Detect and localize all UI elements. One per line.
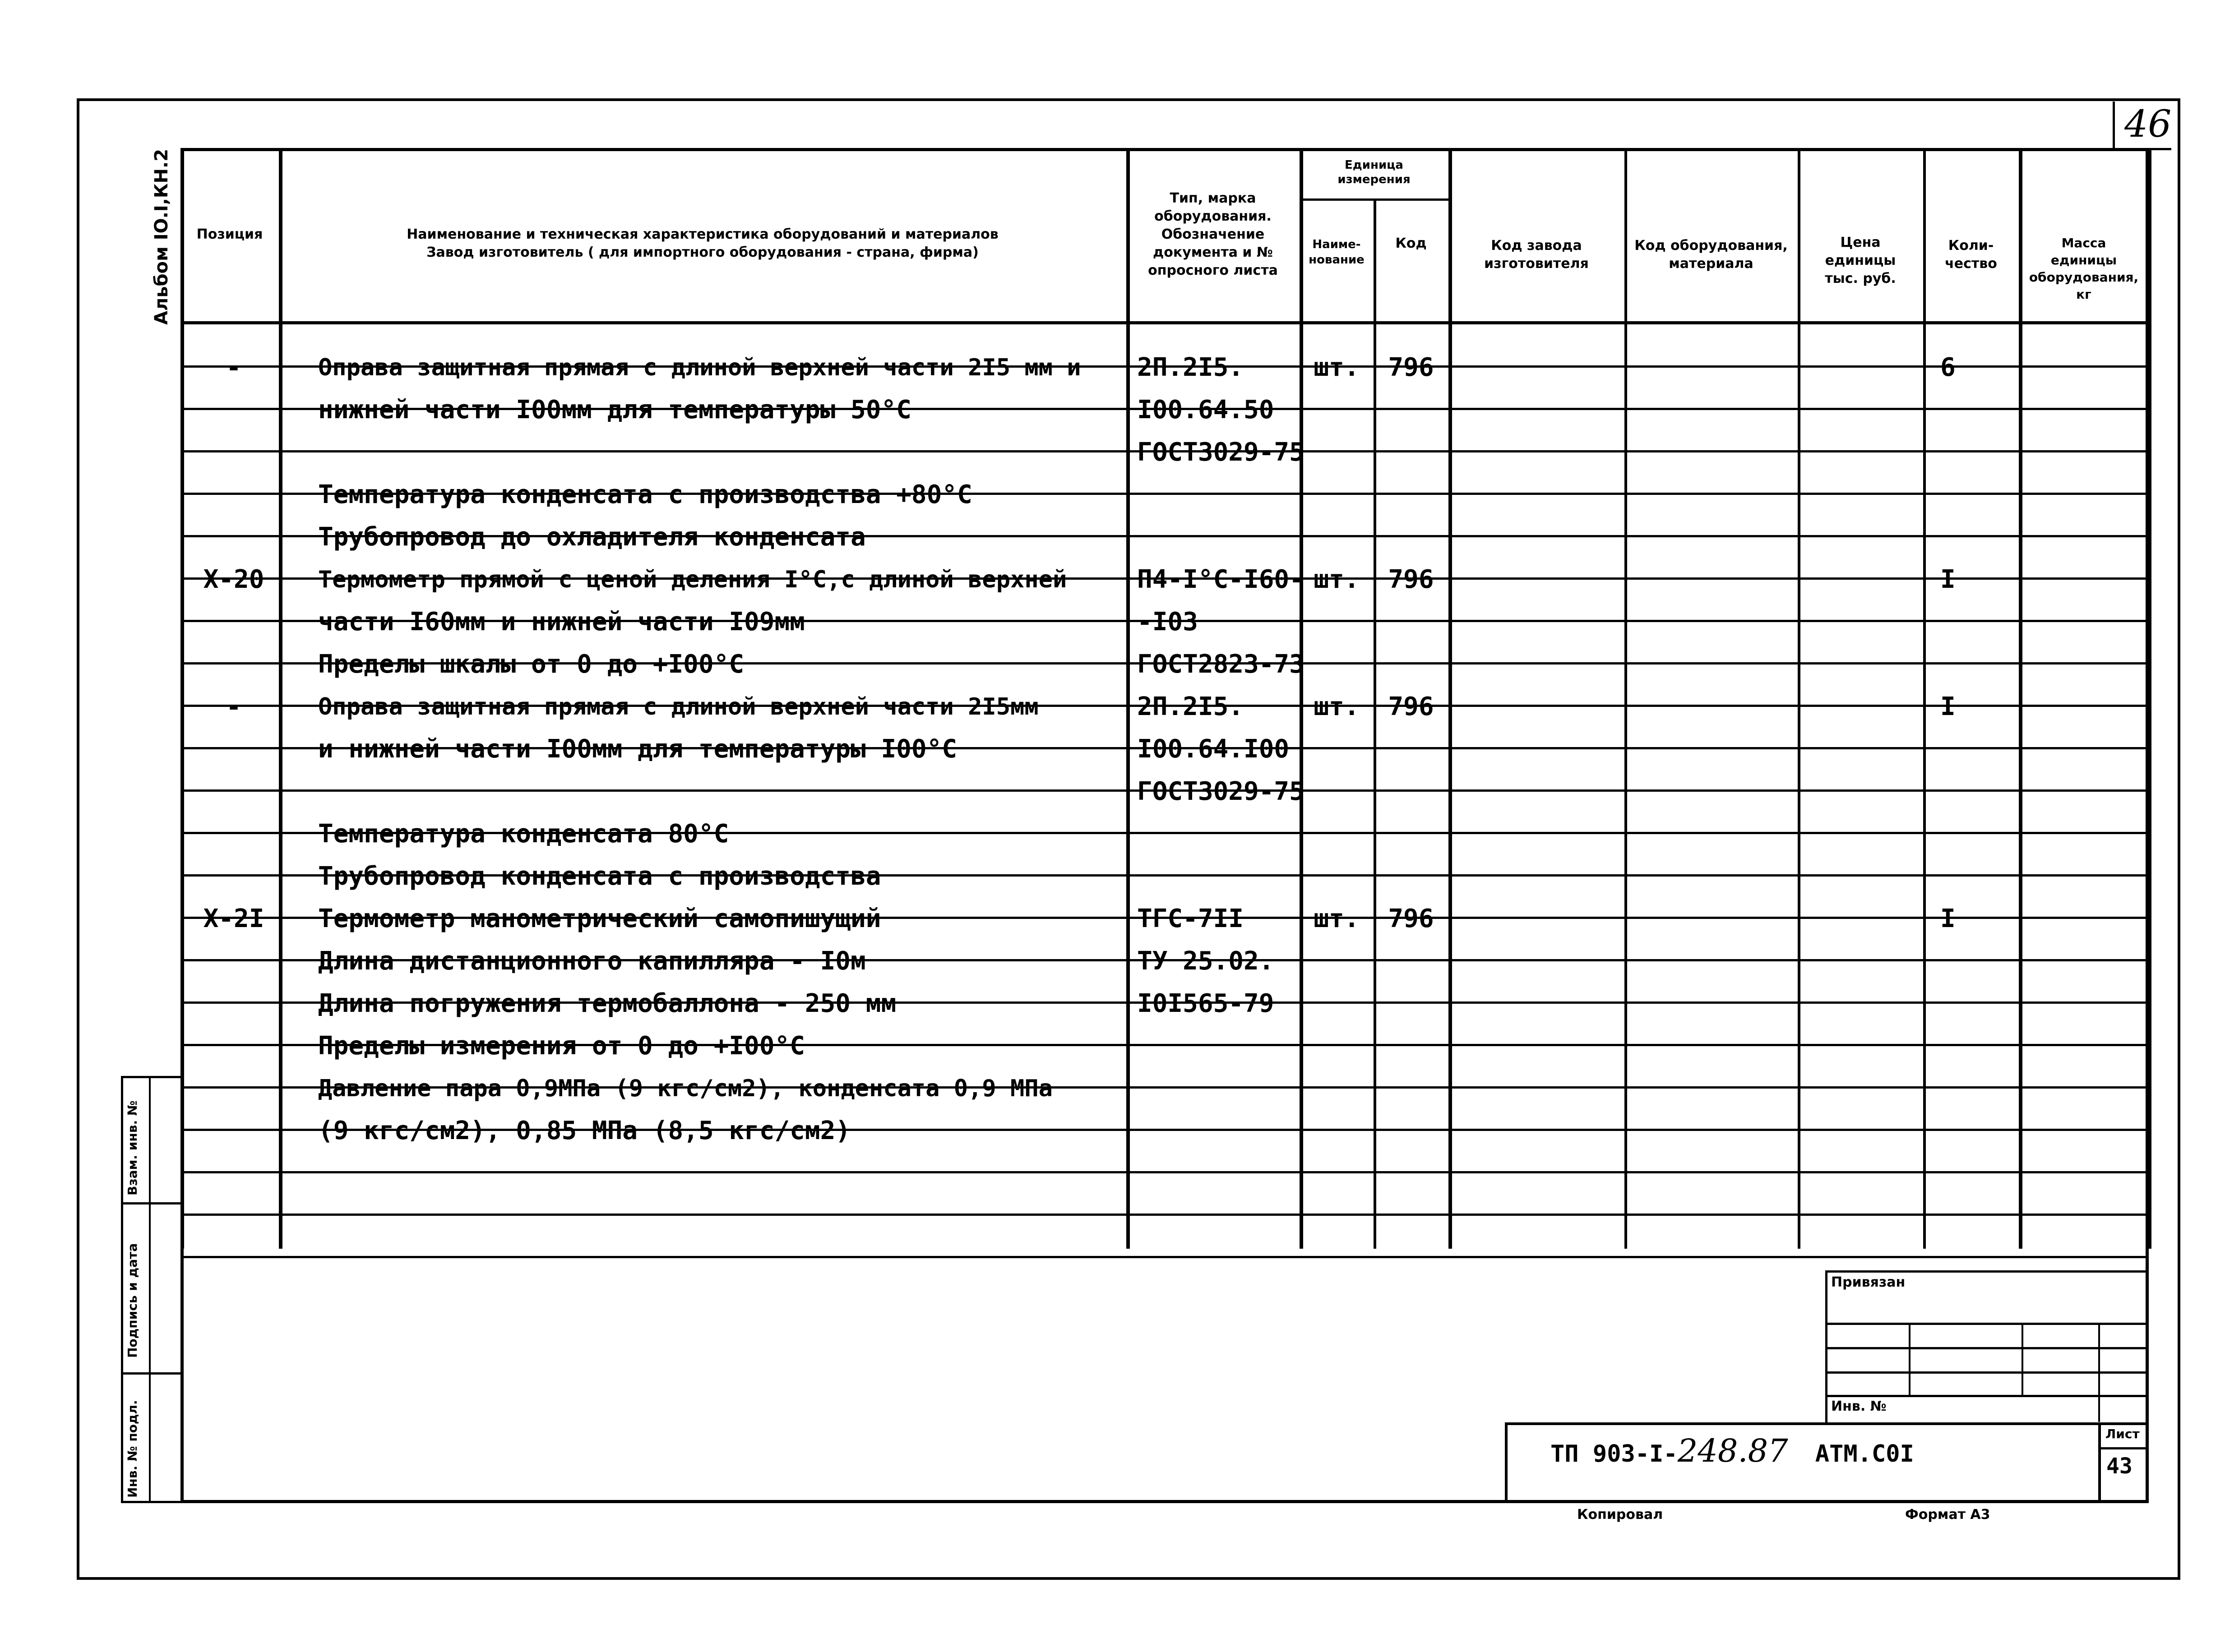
row-pos-cell: Х-20 bbox=[203, 565, 264, 594]
header-unit-name-l2: нование bbox=[1309, 253, 1365, 267]
row-type-cell bbox=[1137, 1111, 1295, 1153]
row-type-cell: -I03 bbox=[1137, 607, 1198, 637]
header-mass-l3: оборудования, bbox=[2029, 270, 2139, 285]
row-pos-cell: - bbox=[226, 692, 241, 721]
row-code-cell bbox=[1374, 644, 1448, 687]
row-code-cell bbox=[1374, 771, 1448, 814]
row-type-cell: I00.64.50 bbox=[1137, 395, 1274, 425]
row-unit-cell bbox=[1300, 983, 1374, 1026]
header-mass-l1: Масса bbox=[2061, 235, 2106, 250]
row-qty-cell bbox=[1940, 390, 2008, 432]
header-type-l2: оборудования. bbox=[1154, 208, 1272, 224]
doc-code-handwritten: 248.87 bbox=[1677, 1432, 1788, 1469]
row-unit-cell bbox=[1300, 941, 1374, 983]
row-pos-cell bbox=[189, 1026, 279, 1068]
row-pos-cell bbox=[189, 941, 279, 983]
side-stamp-divider bbox=[121, 1202, 183, 1204]
row-name-cell: Трубопровод до охладителя конденсата bbox=[318, 522, 866, 552]
row-pos-cell bbox=[189, 1068, 279, 1111]
list-divider bbox=[2098, 1447, 2149, 1449]
privyazan-line bbox=[1825, 1347, 2149, 1349]
format-label: Формат А3 bbox=[1905, 1507, 1990, 1523]
header-unit-group-l1: Единица bbox=[1345, 158, 1403, 172]
row-qty-cell bbox=[1940, 983, 2008, 1026]
list-label: Лист bbox=[2105, 1426, 2140, 1441]
row-type-cell bbox=[1137, 814, 1295, 856]
row-code-cell bbox=[1374, 475, 1448, 517]
row-unit-cell bbox=[1300, 1111, 1374, 1153]
row-unit-cell bbox=[1300, 644, 1374, 687]
list-col bbox=[2098, 1422, 2101, 1503]
row-code-cell: 796 bbox=[1388, 904, 1434, 933]
row-qty-cell bbox=[1940, 814, 2008, 856]
privyazan-label: Привязан bbox=[1831, 1274, 1906, 1290]
row-pos-cell bbox=[189, 475, 279, 517]
row-qty-cell bbox=[1940, 771, 2008, 814]
row-code-cell bbox=[1374, 602, 1448, 644]
row-qty-cell bbox=[1940, 1068, 2008, 1111]
row-name-cell: Давление пара 0,9МПа (9 кгс/см2), конденсата 0,9 МПа bbox=[318, 1075, 1053, 1102]
row-code-cell bbox=[1374, 983, 1448, 1026]
row-line bbox=[180, 1256, 2149, 1258]
header-price-l2: единицы bbox=[1825, 253, 1896, 268]
side-stamp-vzam: Взам. инв. № bbox=[125, 1100, 140, 1195]
row-unit-cell bbox=[1300, 1026, 1374, 1068]
row-code-cell bbox=[1374, 729, 1448, 771]
album-label: Альбом IO.I,КН.2 bbox=[151, 148, 172, 325]
header-unit-group bbox=[1300, 158, 1448, 187]
row-name-cell: Оправа защитная прямая с длиной верхней части 2I5 мм и bbox=[318, 354, 1081, 381]
header-unit-name bbox=[1300, 237, 1374, 268]
col-line bbox=[1624, 148, 1627, 1249]
row-qty-cell: I bbox=[1940, 565, 1956, 594]
header-plant-code-l1: Код завода bbox=[1491, 238, 1582, 254]
header-name bbox=[279, 226, 1126, 262]
col-line bbox=[2149, 148, 2151, 1249]
row-qty-cell bbox=[1940, 1111, 2008, 1153]
header-equip-code bbox=[1624, 237, 1798, 273]
row-qty-cell bbox=[1940, 644, 2008, 687]
header-mass-l2: единицы bbox=[2050, 253, 2117, 268]
privyazan-col bbox=[2098, 1323, 2100, 1422]
row-unit-cell: шт. bbox=[1314, 353, 1360, 382]
col-line bbox=[279, 148, 282, 1249]
row-unit-cell bbox=[1300, 517, 1374, 559]
row-qty-cell bbox=[1940, 856, 2008, 899]
inv-no-label: Инв. № bbox=[1831, 1398, 1887, 1414]
row-pos-cell bbox=[189, 814, 279, 856]
row-name-cell: (9 кгс/см2), 0,85 МПа (8,5 кгс/см2) bbox=[318, 1116, 851, 1145]
privyazan-col bbox=[1909, 1323, 1911, 1395]
row-name-cell: Длина дистанционного капилляра - I0м bbox=[318, 946, 866, 976]
header-unit-code: Код bbox=[1395, 235, 1427, 251]
row-qty-cell: I bbox=[1940, 904, 1956, 933]
row-name-cell: и нижней части I00мм для температуры I00°С bbox=[318, 734, 958, 764]
row-name-cell: Пределы шкалы от 0 до +I00°С bbox=[318, 650, 745, 679]
row-qty-cell bbox=[1940, 517, 2008, 559]
row-code-cell bbox=[1374, 390, 1448, 432]
row-pos-cell bbox=[189, 771, 279, 814]
header-type-l5: опросного листа bbox=[1148, 263, 1278, 278]
row-type-cell bbox=[1137, 1026, 1295, 1068]
col-line bbox=[1798, 148, 1800, 1249]
header-qty bbox=[1923, 237, 2019, 273]
col-line bbox=[1448, 148, 1452, 1249]
row-unit-cell: шт. bbox=[1314, 904, 1360, 933]
row-unit-cell bbox=[1300, 771, 1374, 814]
row-type-cell bbox=[1137, 1068, 1295, 1111]
row-code-cell bbox=[1374, 1026, 1448, 1068]
row-qty-cell bbox=[1940, 941, 2008, 983]
row-code-cell: 796 bbox=[1388, 353, 1434, 382]
row-type-cell: 2П.2I5. bbox=[1137, 692, 1244, 721]
row-name-cell bbox=[318, 432, 1121, 475]
col-line bbox=[1923, 148, 1926, 1249]
header-type-l4: документа и № bbox=[1153, 245, 1273, 260]
row-code-cell bbox=[1374, 517, 1448, 559]
row-type-cell bbox=[1137, 517, 1295, 559]
header-mass-l4: кг bbox=[2076, 287, 2091, 302]
row-name-cell: Термометр прямой с ценой деления I°С,с длиной верхней bbox=[318, 566, 1067, 593]
row-qty-cell bbox=[1940, 602, 2008, 644]
row-pos-cell bbox=[189, 729, 279, 771]
header-price bbox=[1798, 234, 1923, 288]
row-pos-cell bbox=[189, 644, 279, 687]
row-unit-cell bbox=[1300, 814, 1374, 856]
privyazan-col bbox=[2022, 1323, 2023, 1395]
row-type-cell: 2П.2I5. bbox=[1137, 353, 1244, 382]
col-line bbox=[1126, 148, 1130, 1249]
row-pos-cell bbox=[189, 432, 279, 475]
row-line bbox=[180, 1171, 2149, 1173]
header-type bbox=[1126, 189, 1300, 280]
row-code-cell: 796 bbox=[1388, 692, 1434, 721]
row-unit-cell: шт. bbox=[1314, 692, 1360, 721]
row-name-cell: нижней части I00мм для температуры 50°С bbox=[318, 395, 911, 425]
row-pos-cell bbox=[189, 602, 279, 644]
row-type-cell: ГОСТ2823-73 bbox=[1137, 650, 1305, 679]
header-unit-name-l1: Наиме- bbox=[1312, 238, 1361, 251]
row-unit-cell bbox=[1300, 390, 1374, 432]
side-stamp-podpis: Подпись и дата bbox=[125, 1243, 140, 1358]
side-stamp-col bbox=[149, 1076, 151, 1503]
row-type-cell bbox=[1137, 856, 1295, 899]
header-qty-l2: чество bbox=[1945, 256, 1997, 272]
row-qty-cell: I bbox=[1940, 692, 1956, 721]
header-plant-code-l2: изготовителя bbox=[1484, 256, 1589, 272]
row-qty-cell bbox=[1940, 432, 2008, 475]
row-pos-cell: Х-2I bbox=[203, 904, 264, 933]
list-number: 43 bbox=[2106, 1454, 2133, 1479]
doc-code bbox=[1550, 1432, 1914, 1469]
privyazan-line bbox=[1825, 1395, 2149, 1397]
row-qty-cell bbox=[1940, 729, 2008, 771]
row-pos-cell bbox=[189, 390, 279, 432]
row-unit-cell bbox=[1300, 602, 1374, 644]
table-header-bottom bbox=[180, 321, 2149, 324]
row-code-cell bbox=[1374, 1068, 1448, 1111]
header-price-l3: тыс. руб. bbox=[1825, 271, 1896, 286]
row-code-cell: 796 bbox=[1388, 565, 1434, 594]
header-name-line2: Завод изготовитель ( для импортного оборудования - страна, фирма) bbox=[426, 245, 979, 260]
row-qty-cell bbox=[1940, 475, 2008, 517]
row-qty-cell bbox=[1940, 1026, 2008, 1068]
header-qty-l1: Коли- bbox=[1948, 238, 1994, 254]
row-code-cell bbox=[1374, 432, 1448, 475]
header-equip-code-l2: материала bbox=[1669, 256, 1753, 272]
row-code-cell bbox=[1374, 856, 1448, 899]
sheet-number-handwritten: 46 bbox=[2124, 103, 2172, 146]
row-unit-cell bbox=[1300, 432, 1374, 475]
row-name-cell bbox=[318, 771, 1121, 814]
row-unit-cell bbox=[1300, 1068, 1374, 1111]
row-type-cell: П4-I°С-I60- bbox=[1137, 565, 1305, 594]
row-line bbox=[180, 1214, 2149, 1216]
row-code-cell bbox=[1374, 941, 1448, 983]
row-pos-cell bbox=[189, 517, 279, 559]
row-type-cell: ТГС-7II bbox=[1137, 904, 1244, 933]
header-name-line1: Наименование и техническая характеристика оборудований и материалов bbox=[407, 226, 999, 242]
side-stamp-inv-podl: Инв. № подл. bbox=[125, 1400, 140, 1498]
header-mass bbox=[2019, 235, 2149, 303]
row-type-cell: I0I565-79 bbox=[1137, 989, 1274, 1018]
header-unit-group-l2: измерения bbox=[1337, 173, 1411, 186]
header-position: Позиция bbox=[196, 226, 263, 242]
side-stamp-divider bbox=[121, 1372, 183, 1375]
row-code-cell bbox=[1374, 814, 1448, 856]
privyazan-line bbox=[1825, 1371, 2149, 1374]
header-equip-code-l1: Код оборудования, bbox=[1634, 238, 1788, 254]
row-type-cell: ТУ 25.02. bbox=[1137, 946, 1274, 976]
row-unit-cell bbox=[1300, 475, 1374, 517]
row-name-cell: Пределы измерения от 0 до +I00°С bbox=[318, 1031, 805, 1061]
row-pos-cell bbox=[189, 856, 279, 899]
row-type-cell: ГОСТ3029-75 bbox=[1137, 777, 1305, 806]
privyazan-line bbox=[1825, 1323, 2149, 1325]
row-pos-cell bbox=[189, 983, 279, 1026]
row-type-cell: ГОСТ3029-75 bbox=[1137, 438, 1305, 467]
header-plant-code bbox=[1448, 237, 1624, 273]
doc-code-prefix: ТП 903-I- bbox=[1550, 1440, 1678, 1467]
row-unit-cell bbox=[1300, 729, 1374, 771]
row-name-cell: Температура конденсата 80°С bbox=[318, 819, 729, 849]
row-qty-cell: 6 bbox=[1940, 353, 1956, 382]
row-name-cell: Оправа защитная прямая с длиной верхней части 2I5мм bbox=[318, 693, 1039, 720]
row-name-cell: Термометр манометрический самопишущий bbox=[318, 904, 881, 933]
row-name-cell: Трубопровод конденсата с производства bbox=[318, 862, 881, 891]
doc-code-suffix: АТМ.С0I bbox=[1815, 1440, 1914, 1467]
header-type-l1: Тип, марка bbox=[1170, 190, 1256, 206]
row-pos-cell bbox=[189, 1111, 279, 1153]
col-line bbox=[2019, 148, 2022, 1249]
row-pos-cell: - bbox=[226, 353, 241, 382]
row-name-cell: Длина погружения термобаллона - 250 мм bbox=[318, 989, 897, 1018]
row-name-cell: Температура конденсата с производства +80°С bbox=[318, 480, 972, 509]
header-price-l1: Цена bbox=[1840, 235, 1881, 250]
row-code-cell bbox=[1374, 1111, 1448, 1153]
row-name-cell: части I60мм и нижней части I09мм bbox=[318, 607, 805, 637]
kopiroval-label: Копировал bbox=[1577, 1507, 1663, 1523]
row-unit-cell: шт. bbox=[1314, 565, 1360, 594]
row-unit-cell bbox=[1300, 856, 1374, 899]
header-type-l3: Обозначение bbox=[1161, 226, 1265, 242]
row-type-cell bbox=[1137, 475, 1295, 517]
row-type-cell: I00.64.I00 bbox=[1137, 734, 1290, 764]
table-header-top bbox=[180, 148, 2149, 151]
